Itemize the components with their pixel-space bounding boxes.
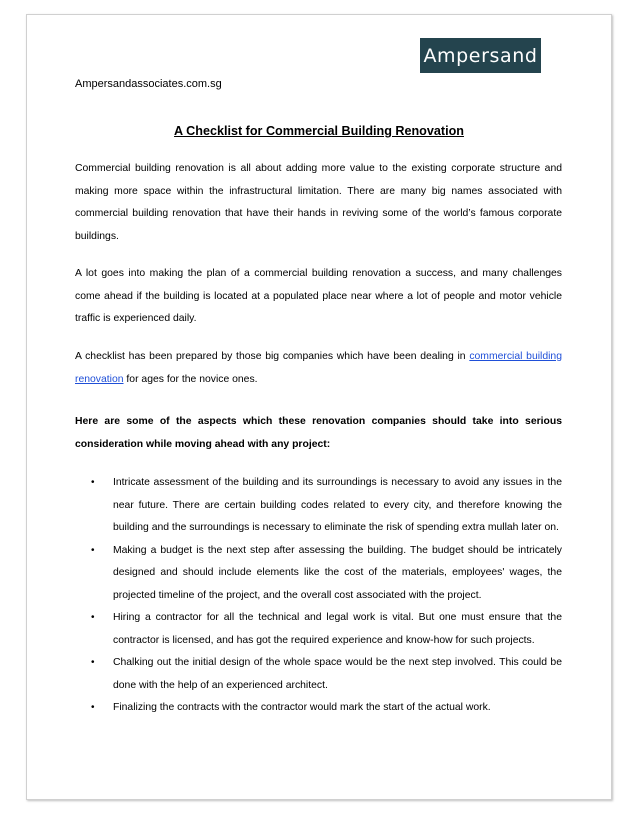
list-item-text: Finalizing the contracts with the contractor would mark the start of the actual work. (113, 702, 491, 713)
list-item (75, 607, 562, 652)
paragraph-checklist-text-2: for ages for the novice ones. (123, 373, 258, 385)
paragraph-intro: Commercial building renovation is all about adding more value to the existing corporate structure and making more space within the infrastructural limitation. There are many big names associated with commercial building renovation that have their hands in reviving some of the world’s famous corporate buildings. (75, 163, 562, 242)
paragraph-challenges: A lot goes into making the plan of a commercial building renovation a success, and many challenges come ahead if the building is located at a populated place near where a lot of people and motor vehicle traffic is experienced daily. (75, 268, 562, 324)
list-item-text: Making a budget is the next step after assessing the building. The budget should be intricately designed and should include elements like the cost of the materials, employees' wages, the projected timeline of the project, and the overall cost associated with the project. (113, 544, 562, 601)
bullet-icon: • (91, 477, 95, 488)
site-url: Ampersandassociates.com.sg (75, 78, 222, 90)
list-item (75, 652, 562, 697)
list-item-text: Chalking out the initial design of the whole space would be the next step involved. This could be done with the help of an experienced architect. (113, 657, 562, 691)
list-item (75, 472, 562, 540)
document-title: A Checklist for Commercial Building Renovation (174, 124, 464, 138)
paragraph-checklist (75, 346, 562, 391)
list-item-text: Hiring a contractor for all the technical and legal work is vital. But one must ensure that the contractor is licensed, and has got the required experience and know-how for such projects. (113, 612, 562, 646)
commercial-building-renovation-link[interactable]: commercial building renovation (75, 351, 562, 385)
paragraph-checklist-text-1: A checklist has been prepared by those big companies which have been dealing in (75, 351, 470, 362)
list-item (75, 540, 562, 608)
aspects-lead-text: Here are some of the aspects which these renovation companies should take into serious consideration while moving ahead with any project: (75, 416, 562, 450)
list-item-text: Intricate assessment of the building and its surroundings is necessary to avoid any issues in the near future. There are certain building codes related to every city, and therefore knowing the building and the surroundings is necessary to eliminate the risk of spending extra mullah later on. (113, 477, 562, 533)
list-item (75, 697, 562, 720)
ampersand-logo: Ampersand (420, 38, 541, 73)
bullet-icon: • (91, 544, 95, 556)
bullet-icon: • (91, 657, 95, 668)
aspects-list (75, 472, 562, 720)
bullet-icon: • (91, 612, 95, 623)
bullet-icon: • (91, 702, 95, 713)
